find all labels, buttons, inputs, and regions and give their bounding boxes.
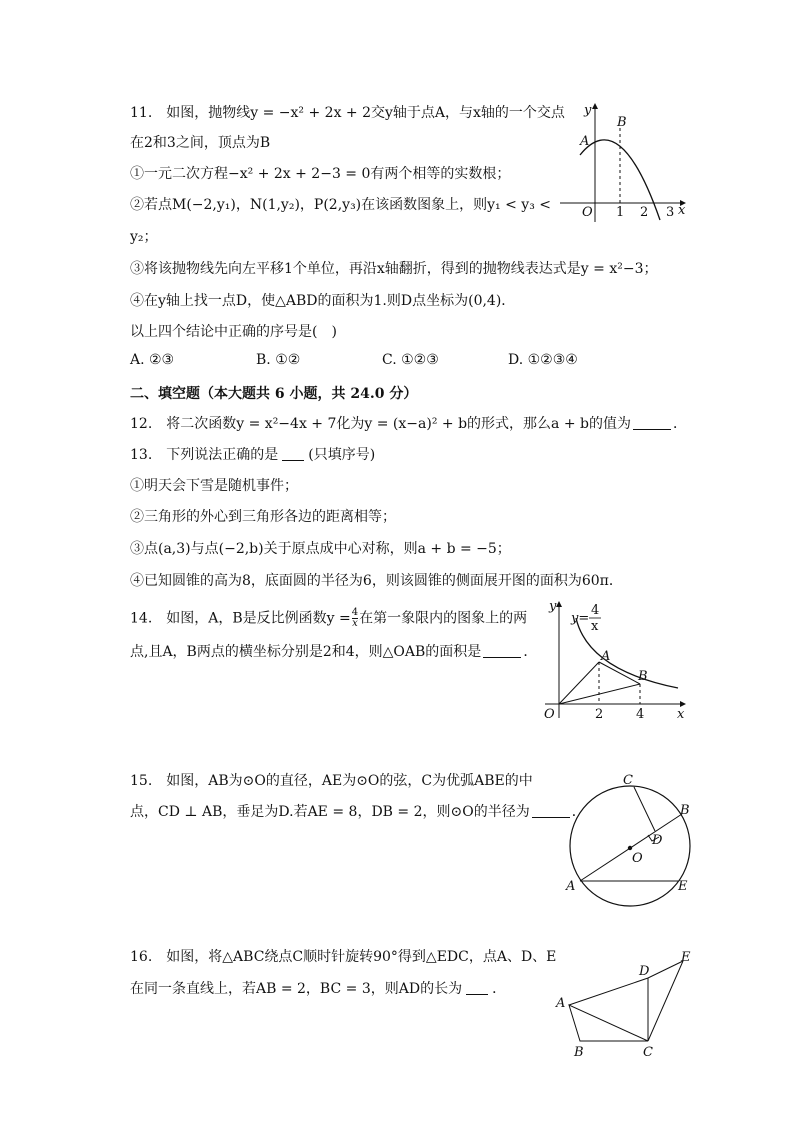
fig14-func-den: x: [591, 619, 599, 634]
q11-line2: 在2和3之间，顶点为B: [130, 135, 271, 151]
q14-hyperbola-figure: [540, 600, 690, 725]
q13-statement3: ③点(a,3)与点(−2,b)关于原点成中心对称，则a + b = −5；: [130, 541, 511, 557]
q14-text-2: 点,且A，B两点的横坐标分别是2和4，则△OAB的面积是: [130, 644, 482, 660]
q16-line2: [130, 979, 506, 999]
fig15-label-o: O: [632, 851, 643, 866]
q13-tail: (只填序号): [308, 447, 376, 463]
fig16-label-a: A: [556, 996, 566, 1011]
q13-statement4: ④已知圆锥的高为8，底面圆的半径为6，则该圆锥的侧面展开图的面积为60π．: [130, 573, 623, 589]
q11-statement1: ①一元二次方程−x² + 2x + 2−3 = 0有两个相等的实数根；: [130, 166, 511, 182]
q15-text-2: 点，CD ⊥ AB，垂足为D.若AE = 8，DB = 2，则⊙O的半径为: [130, 804, 530, 820]
q13-statement1: ①明天会下雪是随机事件；: [130, 478, 298, 494]
fig14-tick-4: 4: [636, 707, 645, 722]
q14-text-a: 14. 如图，A，B是反比例函数y =: [130, 610, 351, 627]
q11-parabola-figure: [560, 100, 700, 225]
q14-line2: [130, 642, 537, 662]
segment-cd: [634, 787, 655, 831]
fig15-label-c: C: [623, 773, 633, 788]
segment-oa: [559, 662, 599, 704]
q15-line2: [130, 802, 586, 822]
fig14-label-b: B: [638, 669, 648, 684]
q11-line1: 11. 如图，抛物线y = −x² + 2x + 2交y轴于点A，与x轴的一个交点: [130, 105, 565, 121]
fig14-label-a: A: [601, 649, 611, 664]
fig15-label-d: D: [652, 833, 663, 848]
q12-answer-blank[interactable]: [633, 415, 671, 430]
q13-answer-blank[interactable]: [282, 446, 304, 461]
q13-statement2: ②三角形的外心到三角形各边的距离相等；: [130, 509, 396, 525]
q15-line1: 15. 如图，AB为⊙O的直径，AE为⊙O的弦，C为优弧ABE的中: [130, 773, 533, 789]
fig11-tick-1: 1: [616, 205, 625, 220]
fig16-label-e: E: [681, 950, 691, 965]
q11-question: 以上四个结论中正确的序号是( ): [130, 324, 337, 340]
option-b[interactable]: B. ①②: [256, 352, 301, 368]
q14-fraction: [352, 608, 358, 629]
fig15-label-e: E: [678, 879, 688, 894]
q14-frac-den: x: [352, 618, 358, 629]
fig11-label-b: B: [617, 115, 627, 130]
line-ade: [569, 961, 683, 1005]
segment-ab: [599, 662, 640, 684]
q16-rotation-figure: [550, 948, 700, 1063]
fig14-label-o: O: [544, 707, 555, 722]
fig14-func-label: y=: [571, 611, 590, 626]
q13-line: [130, 445, 375, 465]
option-d[interactable]: D. ①②③④: [508, 352, 578, 368]
q13-text: 13. 下列说法正确的是: [130, 447, 279, 463]
fig16-label-d: D: [639, 964, 650, 979]
q15-end: ．: [571, 804, 586, 820]
q15-circle-figure: [558, 768, 698, 908]
q11-statement2b: y₂；: [130, 229, 158, 245]
q12-line: [130, 414, 687, 434]
q11-statement4: ④在y轴上找一点D，使△ABD的面积为1.则D点坐标为(0,4)．: [130, 293, 516, 309]
q14-text-b: 在第一象限内的图象上的两: [359, 610, 528, 627]
q14-answer-blank[interactable]: [483, 643, 521, 658]
fig15-label-a: A: [566, 879, 576, 894]
q16-text-2: 在同一条直线上，若AB = 2，BC = 3，则AD的长为: [130, 981, 463, 997]
segment-ec: [648, 961, 683, 1041]
center-dot: [628, 846, 632, 850]
fig11-label-a: A: [580, 134, 590, 149]
option-a[interactable]: A. ②③: [130, 352, 175, 368]
fig14-func-num: 4: [591, 603, 600, 618]
fig14-label-y: y: [549, 600, 557, 614]
fig16-label-c: C: [643, 1045, 653, 1060]
q11-statement3: ③将该抛物线先向左平移1个单位，再沿x轴翻折，得到的抛物线表达式是y = x²−3；: [130, 261, 658, 277]
section-heading: 二、填空题（本大题共 6 小题，共 24.0 分）: [130, 386, 418, 402]
fig11-label-y: y: [584, 103, 592, 118]
q14-frac-num: 4: [351, 607, 359, 618]
fig14-label-x: x: [677, 707, 685, 722]
fig11-tick-2: 2: [640, 205, 649, 220]
q12-end: ．: [672, 416, 687, 432]
q11-statement2a: ②若点M(−2,y₁)，N(1,y₂)，P(2,y₃)在该函数图象上，则y₁ < y₃ <: [130, 197, 551, 213]
q14-line1: [130, 608, 527, 629]
option-c[interactable]: C. ①②③: [382, 352, 439, 368]
fig15-label-b: B: [680, 803, 690, 818]
q14-end: ．: [523, 644, 538, 660]
fig16-label-b: B: [574, 1045, 584, 1060]
fig11-tick-3: 3: [666, 205, 675, 220]
triangle-abc: [569, 1005, 648, 1041]
q12-text: 12. 将二次函数y = x²−4x + 7化为y = (x−a)² + b的形式，那么a + b的值为: [130, 416, 631, 432]
fig14-tick-2: 2: [595, 707, 604, 722]
fig11-label-o: O: [582, 205, 593, 220]
q16-end: ．: [492, 981, 507, 997]
q16-answer-blank[interactable]: [466, 980, 488, 995]
fig11-label-x: x: [678, 203, 686, 218]
q16-line1: 16. 如图，将△ABC绕点C顺时针旋转90°得到△EDC，点A、D、E: [130, 949, 557, 965]
